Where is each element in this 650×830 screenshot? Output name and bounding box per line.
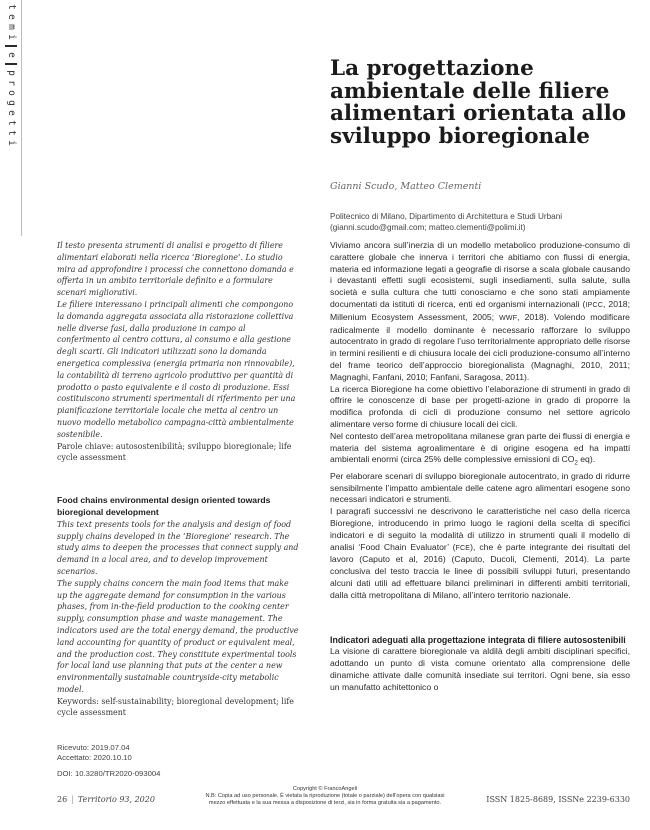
body-acronym: FCE xyxy=(455,544,471,552)
body-paragraph xyxy=(330,240,630,384)
side-tab-letter: m xyxy=(5,24,17,30)
body-paragraph: La visione di carattere bioregionale va aldilà degli ambiti disciplinari specifici, adottando un punto di vista comune orientato alla comprensione delle dinamiche attivate dalle comunità insediate sui territori. Ogni bene, sia esso un manufatto achitettonico o xyxy=(330,646,630,692)
body-text: , 2018). Volendo modificare radicalmente il modello dominante è necessario rafforzare lo sviluppo autocentrato in grado di regolare l’uso territorialmente appropriato delle risorse in termini resilienti e di chiusura locale dei cicli produzione-consumo all’interno del frame teorico dell’approccio bioregionalista (Magnaghi, 2010, 2011; Magnaghi, Fanfani, 2010; Fanfani, Saragosa, 2011). xyxy=(330,311,630,382)
side-tab-letter: r xyxy=(5,80,17,86)
abstract-en-paragraph: The supply chains concern the main food items that make up the aggregate demand for consumption in the various phases, from in-the-field production to the cooking center supply, consumption phase and waste management. The indicators used are the total energy demand, the productive land accounting for quantity of product or equivalent meal, and the production cost. They constitute experimental tools for local land use planning that puts at the center a new environmentally sustainable countryside-city metabolic model. xyxy=(57,578,299,694)
side-tab-letter: e xyxy=(5,14,17,20)
abstract-column xyxy=(57,240,300,719)
notice-line: N.B: Copia ad uso personale. È vietata la riproduzione (totale o parziale) dell’opera con qualsiasi xyxy=(205,793,445,800)
notice-line: mezzo effettuata e la sua messa a disposizione di terzi, sia in forma gratuita sia a pagamento. xyxy=(208,800,442,807)
copyright-line: Copyright © FrancoAngeli xyxy=(292,786,358,792)
body-text: Nel contesto dell’area metropolitana milanese gran parte dei flussi di energia e materia del sistema agroalimentare è di origine esogena ed ha impatti ambientali enormi (circa 25% delle complessive emissioni di CO xyxy=(330,430,630,465)
abstract-it-paragraph: Le filiere interessano i principali alimenti che compongono la domanda aggregata associata alla ristorazione collettiva nelle diverse fasi, dalla produzione in campo al conferimento al centro cottura, al consumo e alla gestione degli scarti. Gli indicatori utilizzati sono la domanda energetica complessiva (energia primaria non rinnovabile), la contabilità di terreno agricolo produttivo per quantità di prodotto o pasto equivalente e il costo di produzione. Essi costituiscono strumenti sperimentali di riferimento per una pianificazione territoriale locale che metta al centro un nuovo modello metabolico campagna-città ambientalmente sostenibile. xyxy=(57,299,296,439)
body-text: Viviamo ancora sull’inerzia di un modello metabolico produzione-consumo di carattere globale che innerva i territori che abitiamo con flussi di energia, materia ed informazione legati a geografie di risorse a scala globale causando i devastanti effetti sugli ecosistemi, sugli insediamenti, sulla salute, sulla società e sulla cultura che tutti conosciamo e che sono stati ampiamente documentati da istituti di ricerca, enti ed organismi internazionali ( xyxy=(330,240,630,309)
body-paragraph xyxy=(330,506,630,601)
accepted-date: Accettato: 2020.10.10 xyxy=(57,752,132,762)
footer-separator: | xyxy=(71,795,74,804)
keywords-it: Parole chiave: autosostenibilità; sviluppo bioregionale; life cycle assessment xyxy=(57,441,292,463)
page-number: 26 xyxy=(57,795,68,804)
side-tab-letter: e xyxy=(5,52,17,58)
body-column xyxy=(330,240,630,694)
article-meta xyxy=(57,743,297,778)
body-text: eq). xyxy=(577,454,596,465)
body-paragraph: Per elaborare scenari di sviluppo bioregionale autocentrato, in grado di ridurre sensibilmente l’impatto ambientale delle catene agro alimentari esogene sono necessari indicatori e strumenti. xyxy=(330,470,630,505)
abstract-en-title: Food chains environmental design oriented towards bioregional development xyxy=(57,495,271,517)
journal-issue: Territorio 93, 2020 xyxy=(77,795,155,804)
section-side-tab xyxy=(0,0,22,236)
side-tab-letter: i xyxy=(5,140,17,146)
side-tab-letter: e xyxy=(5,110,17,116)
side-tab-letter: p xyxy=(5,70,17,76)
abstract-en-paragraph: This text presents tools for the analysis and design of food supply chains developed in the ‘Bioregione’ research. The study aims to deepen the processes that connect supply and demand in a local area, and to develop improvement scenarios. xyxy=(57,519,299,576)
footer-left xyxy=(57,795,155,804)
side-tab-letter: t xyxy=(5,120,17,126)
section-heading: Indicatori adeguati alla progettazione integrata di filiere autosostenibili xyxy=(330,634,626,645)
subscript: 2 xyxy=(574,461,578,468)
author-emails: (gianni.scudo@gmail.com; matteo.clementi@polimi.it) xyxy=(330,223,526,232)
author-affiliation xyxy=(330,211,630,233)
keywords-en: Keywords: self-sustainability; bioregional development; life cycle assessment xyxy=(57,696,294,718)
article-title: La progettazione ambientale delle filiere alimentari orientata allo sviluppo bioregionale xyxy=(330,56,627,149)
doi-link[interactable]: DOI: 10.3280/TR2020-093004 xyxy=(57,768,161,778)
affiliation-line: Politecnico di Milano, Dipartimento di Architettura e Studi Urbani xyxy=(330,212,563,221)
copyright-notice xyxy=(180,786,470,808)
body-paragraph xyxy=(330,431,630,471)
side-tab-letter: i xyxy=(5,34,17,40)
side-tab-letter: o xyxy=(5,90,17,96)
received-date: Ricevuto: 2019.07.04 xyxy=(57,743,130,752)
abstract-it-paragraph: Il testo presenta strumenti di analisi e progetto di filiere alimentari elaborati nella ricerca ‘Bioregione’. Lo studio mira ad approfondire i processi che connettono domanda e offerta in un ambito territoriale definito e a formulare scenari migliorativi. xyxy=(57,241,294,298)
side-tab-letter: t xyxy=(5,130,17,136)
side-tab-letter: g xyxy=(5,100,17,106)
body-acronym: WWF xyxy=(499,314,518,322)
body-text: , 2018; Millenium Ecosystem Assessment, 2005; xyxy=(330,298,630,322)
body-acronym: IPCC xyxy=(585,301,603,309)
body-text: I paragrafi successivi ne descrivono le caratteristiche nel caso della ricerca Bioregione, introducendo in primo luogo le ragioni della scelta di specifici indicatori e di seguito la modalità di utilizzo in strumenti quali il modello di analisi ‘Food Chain Evaluator’ ( xyxy=(330,506,630,552)
side-tab-letter: t xyxy=(5,4,17,10)
body-text: ), che è parte integrante dei risultati del lavoro (Caputo et al, 2016) (Caputo, Ducoli, Clementi, 2014). La parte conclusiva del testo traccia le linee di possibili sviluppi futuri, presentando alcuni dati utili ad effettuare bilanci preliminari in differenti ambiti territoriali, dalla città metropolitana di Milano, all’intero territorio nazionale. xyxy=(330,541,631,600)
body-paragraph: La ricerca Bioregione ha come obiettivo l’elaborazione di strumenti in grado di offrire le conoscenze di base per progetti-azione in grado di proporre la modifica profonda di cicli di produzione consumo nel settore agricolo alimentare verso forme di chiusure locali dei cicli. xyxy=(330,383,630,429)
article-authors: Gianni Scudo, Matteo Clementi xyxy=(330,181,482,192)
issn: ISSN 1825-8689, ISSNe 2239-6330 xyxy=(486,795,630,804)
